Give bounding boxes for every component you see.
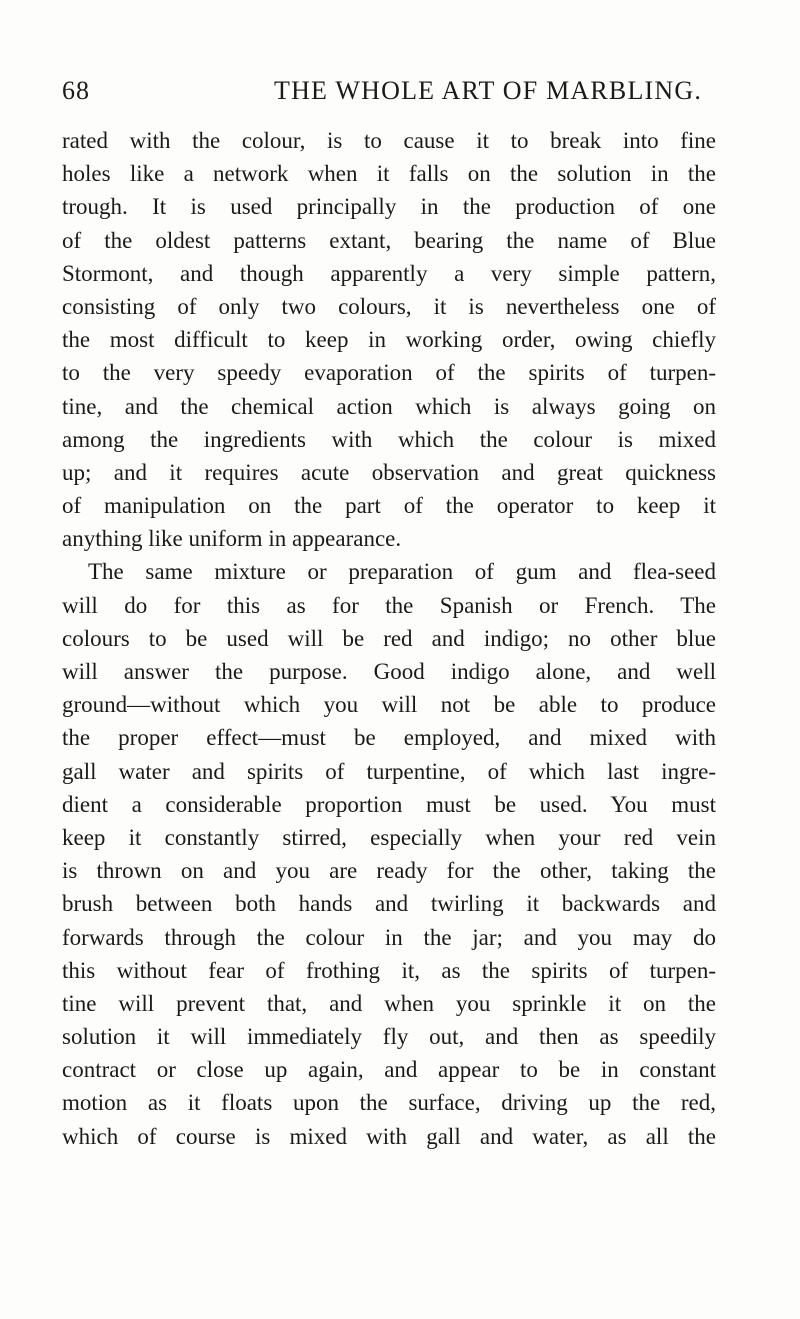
paragraph-start-line: The same mixture or preparation of gum and flea-seed xyxy=(88,559,716,585)
text-line: which of course is mixed with gall and water, as all the xyxy=(62,1123,716,1149)
running-head xyxy=(62,76,703,116)
text-line: holes like a network when it falls on the solution in the xyxy=(62,161,716,187)
text-line: of the oldest patterns extant, bearing the name of Blue xyxy=(62,227,716,253)
body-text xyxy=(62,124,716,1153)
page-number: 68 xyxy=(62,76,90,105)
text-line: dient a considerable proportion must be used. You must xyxy=(62,791,716,817)
text-line: motion as it floats upon the surface, driving up the red, xyxy=(62,1090,716,1116)
text-line: colours to be used will be red and indigo; no other blue xyxy=(62,625,716,651)
text-line: among the ingredients with which the colour is mixed xyxy=(62,426,716,452)
text-line: is thrown on and you are ready for the other, taking the xyxy=(62,858,716,884)
text-line: keep it constantly stirred, especially when your red vein xyxy=(62,824,716,850)
text-line: will answer the purpose. Good indigo alone, and well xyxy=(62,659,716,684)
text-line: forwards through the colour in the jar; and you may do xyxy=(62,924,716,950)
text-line: ground—without which you will not be able to produce xyxy=(62,692,716,718)
text-line: to the very speedy evaporation of the spirits of turpen- xyxy=(62,360,716,386)
text-line: solution it will immediately fly out, and then as speedily xyxy=(62,1024,716,1050)
text-line: up; and it requires acute observation and great quickness xyxy=(62,459,716,485)
text-line: trough. It is used principally in the production of one xyxy=(62,194,716,220)
text-line: this without fear of frothing it, as the spirits of turpen- xyxy=(62,957,716,983)
text-line: tine will prevent that, and when you sprinkle it on the xyxy=(62,990,716,1016)
text-line: brush between both hands and twirling it backwards and xyxy=(62,891,716,917)
text-line: Stormont, and though apparently a very simple pattern, xyxy=(62,260,716,286)
paragraph-end-line: anything like uniform in appearance. xyxy=(62,526,402,552)
text-line: the most difficult to keep in working order, owing chiefly xyxy=(62,327,716,353)
text-line: tine, and the chemical action which is always going on xyxy=(62,393,716,419)
text-line: rated with the colour, is to cause it to break into fine xyxy=(62,128,716,153)
text-line: contract or close up again, and appear to be in constant xyxy=(62,1057,716,1083)
text-line: consisting of only two colours, it is nevertheless one of xyxy=(62,293,716,319)
text-line: gall water and spirits of turpentine, of which last ingre- xyxy=(62,758,716,784)
text-line: the proper effect—must be employed, and mixed with xyxy=(62,725,716,751)
text-line: of manipulation on the part of the operator to keep it xyxy=(62,493,716,519)
text-line: will do for this as for the Spanish or French. The xyxy=(62,592,716,618)
running-title: THE WHOLE ART OF MARBLING. xyxy=(274,76,703,105)
